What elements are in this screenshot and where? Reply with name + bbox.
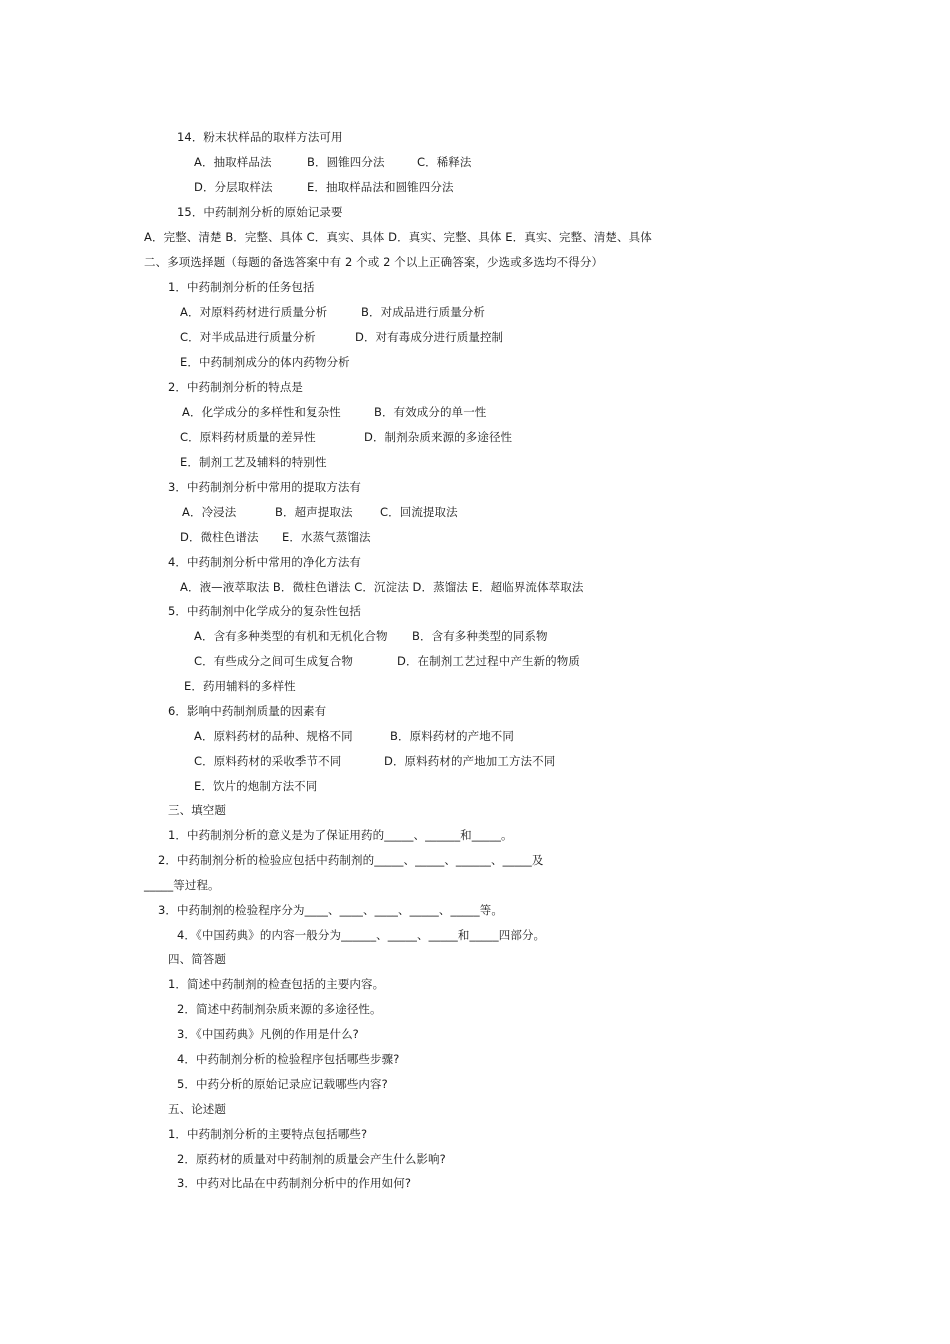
option-c: C．对半成品进行质量分析 [180, 330, 316, 344]
s2-question-6-stem: 6．影响中药制剂质量的因素有 [168, 704, 327, 718]
option-a: A．冷浸法 [182, 505, 237, 519]
option-b: B．圆锥四分法 [307, 155, 385, 169]
option-b: B．含有多种类型的同系物 [412, 629, 548, 643]
s3-question-3: 3．中药制剂的检验程序分为____、____、____、_____、_____等。 [158, 903, 503, 917]
s3-question-2-line-2: _____等过程。 [144, 878, 220, 892]
s2-question-1-option-e: E．中药制剂成分的体内药物分析 [180, 355, 350, 369]
s3-question-2-line-1: 2．中药制剂分析的检验应包括中药制剂的_____、_____、______、_____及 [158, 853, 544, 867]
question-15-stem: 15．中药制剂分析的原始记录要 [177, 205, 343, 219]
s2-question-6-option-e: E．饮片的炮制方法不同 [194, 779, 318, 793]
option-d: D．对有毒成分进行质量控制 [355, 330, 504, 344]
option-c: C．有些成分之间可生成复合物 [194, 654, 353, 668]
section-3-heading: 三、填空题 [168, 803, 226, 817]
s4-question-3: 3．《中国药典》凡例的作用是什么? [177, 1027, 359, 1041]
option-a: A．原料药材的品种、规格不同 [194, 729, 353, 743]
s5-question-2: 2．原药材的质量对中药制剂的质量会产生什么影响? [177, 1152, 446, 1166]
option-b: B．超声提取法 [275, 505, 353, 519]
section-2-heading: 二、多项选择题（每题的备选答案中有 2 个或 2 个以上正确答案，少选或多选均不得分） [144, 255, 604, 269]
option-a: A．抽取样品法 [194, 155, 272, 169]
s2-question-4-stem: 4．中药制剂分析中常用的净化方法有 [168, 555, 362, 569]
option-b: B．对成品进行质量分析 [361, 305, 485, 319]
option-d: D．制剂杂质来源的多途径性 [364, 430, 513, 444]
s2-question-5-option-e: E．药用辅料的多样性 [184, 679, 296, 693]
s3-question-4: 4．《中国药典》的内容一般分为______、_____、_____和_____四部分。 [177, 928, 546, 942]
option-c: C．原料药材质量的差异性 [180, 430, 316, 444]
s4-question-4: 4．中药制剂分析的检验程序包括哪些步骤? [177, 1052, 400, 1066]
option-e: E．水蒸气蒸馏法 [282, 530, 371, 544]
option-a: A．化学成分的多样性和复杂性 [182, 405, 341, 419]
option-c: C．回流提取法 [380, 505, 458, 519]
s4-question-2: 2．简述中药制剂杂质来源的多途径性。 [177, 1002, 382, 1016]
section-4-heading: 四、简答题 [168, 952, 226, 966]
s5-question-1: 1．中药制剂分析的主要特点包括哪些? [168, 1127, 368, 1141]
option-a: A．对原料药材进行质量分析 [180, 305, 328, 319]
option-d: D．原料药材的产地加工方法不同 [384, 754, 556, 768]
option-b: B．原料药材的产地不同 [390, 729, 514, 743]
s2-question-2-stem: 2．中药制剂分析的特点是 [168, 380, 304, 394]
option-d: D．在制剂工艺过程中产生新的物质 [397, 654, 580, 668]
s4-question-5: 5．中药分析的原始记录应记载哪些内容? [177, 1077, 388, 1091]
option-c: C．原料药材的采收季节不同 [194, 754, 342, 768]
question-15-options: A．完整、清楚 B．完整、具体 C．真实、具体 D．真实、完整、具体 E．真实、完整、清楚、具体 [144, 230, 652, 244]
option-e: E．抽取样品法和圆锥四分法 [307, 180, 454, 194]
option-c: C．稀释法 [417, 155, 472, 169]
s2-question-1-stem: 1．中药制剂分析的任务包括 [168, 280, 315, 294]
section-5-heading: 五、论述题 [168, 1102, 226, 1116]
option-d: D．微柱色谱法 [180, 530, 259, 544]
s2-question-3-stem: 3．中药制剂分析中常用的提取方法有 [168, 480, 362, 494]
option-a: A．含有多种类型的有机和无机化合物 [194, 629, 388, 643]
s3-question-1: 1．中药制剂分析的意义是为了保证用药的_____、______和_____。 [168, 828, 513, 842]
option-d: D．分层取样法 [194, 180, 273, 194]
s4-question-1: 1．简述中药制剂的检查包括的主要内容。 [168, 977, 385, 991]
question-14-stem: 14．粉末状样品的取样方法可用 [177, 130, 343, 144]
s2-question-2-option-e: E．制剂工艺及辅料的特别性 [180, 455, 327, 469]
s5-question-3: 3．中药对比品在中药制剂分析中的作用如何? [177, 1176, 412, 1190]
s2-question-5-stem: 5．中药制剂中化学成分的复杂性包括 [168, 604, 362, 618]
s2-question-4-options: A．液—液萃取法 B．微柱色谱法 C．沉淀法 D．蒸馏法 E．超临界流体萃取法 [180, 580, 584, 594]
option-b: B．有效成分的单一性 [374, 405, 487, 419]
